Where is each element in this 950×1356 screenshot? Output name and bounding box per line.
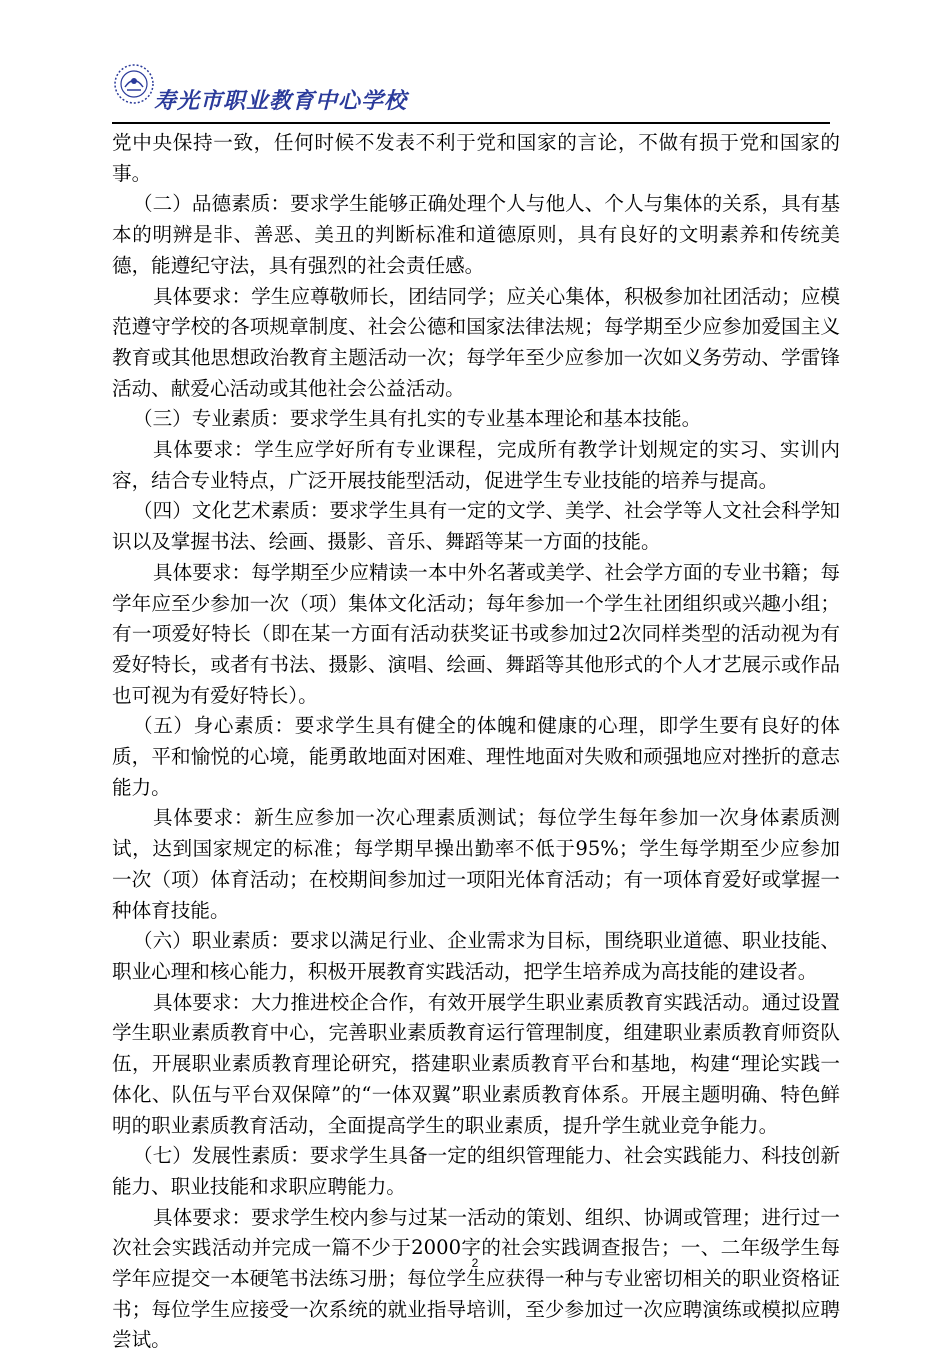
body-paragraph: 党中央保持一致，任何时候不发表不利于党和国家的言论，不做有损于党和国家的事。 — [112, 131, 840, 185]
requirement-paragraph: 具体要求：学生应学好所有专业课程，完成所有教学计划规定的实习、实训内容，结合专业特点，广泛开展技能型活动，促进学生专业技能的培养与提高。 — [112, 438, 840, 492]
document-body — [112, 128, 840, 1356]
page-number: 2 — [471, 1256, 479, 1270]
requirement-paragraph: 具体要求：新生应参加一次心理素质测试；每位学生每年参加一次身体素质测试，达到国家规定的标准；每学期早操出勤率不低于95%；学生每学期至少应参加一次（项）体育活动；在校期间参加过一项阳光体育活动；有一项体育爱好或掌握一种体育技能。 — [112, 806, 840, 922]
section-heading-paragraph: （四）文化艺术素质：要求学生具有一定的文学、美学、社会学等人文社会科学知识以及掌握书法、绘画、摄影、音乐、舞蹈等某一方面的技能。 — [112, 499, 840, 554]
section-heading-paragraph: （三）专业素质：要求学生具有扎实的专业基本理论和基本技能。 — [133, 407, 702, 431]
requirement-paragraph: 具体要求：大力推进校企合作，有效开展学生职业素质教育实践活动。通过设置学生职业素质教育中心，完善职业素质教育运行管理制度，组建职业素质教育师资队伍，开展职业素质教育理论研究，搭建职业素质教育平台和基地，构建“理论实践一体化、队伍与平台双保障”的“一体双翼”职业素质教育体系。开展主题明确、特色鲜明的职业素质教育活动，全面提高学生的职业素质，提升学生就业竞争能力。 — [112, 990, 840, 1137]
section-heading-paragraph: （五）身心素质：要求学生具有健全的体魄和健康的心理，即学生要有良好的体质，平和愉悦的心境，能勇敢地面对困难、理性地面对失败和顽强地应对挫折的意志能力。 — [112, 714, 840, 799]
section-heading-paragraph: （七）发展性素质：要求学生具备一定的组织管理能力、社会实践能力、科技创新能力、职业技能和求职应聘能力。 — [112, 1144, 840, 1198]
school-name-logo: 寿光市职业教育中心学校 — [154, 89, 408, 114]
requirement-paragraph: 具体要求：学生应尊敬师长，团结同学；应关心集体，积极参加社团活动；应模范遵守学校的各项规章制度、社会公德和国家法律法规；每学期至少应参加爱国主义教育或其他思想政治教育主题活动一次；每学年至少应参加一次如义务劳动、学雷锋活动、献爱心活动或其他社会公益活动。 — [112, 284, 840, 400]
requirement-paragraph: 具体要求：要求学生校内参与过某一活动的策划、组织、协调或管理；进行过一次社会实践活动并完成一篇不少于2000字的社会实践调查报告；一、二年级学生每学年应提交一本硬笔书法练习册；每位学生应获得一种与专业密切相关的职业资格证书；每位学生应接受一次系统的就业指导培训，至少参加过一次应聘演练或模拟应聘尝试。 — [112, 1205, 840, 1352]
section-heading-paragraph: （二）品德素质：要求学生能够正确处理个人与他人、个人与集体的关系，具有基本的明辨是非、善恶、美丑的判断标准和道德原则，具有良好的文明素养和传统美德，能遵纪守法，具有强烈的社会责任感。 — [112, 192, 840, 277]
page-header — [112, 62, 830, 122]
header-divider — [112, 122, 830, 124]
section-heading-paragraph: （六）职业素质：要求以满足行业、企业需求为目标，围绕职业道德、职业技能、职业心理和核心能力，积极开展教育实践活动，把学生培养成为高技能的建设者。 — [112, 929, 840, 983]
school-emblem-icon — [112, 62, 156, 106]
requirement-paragraph: 具体要求：每学期至少应精读一本中外名著或美学、社会学方面的专业书籍；每学年应至少参加一次（项）集体文化活动；每年参加一个学生社团组织或兴趣小组；有一项爱好特长（即在某一方面有活动获奖证书或参加过2次同样类型的活动视为有爱好特长，或者有书法、摄影、演唱、绘画、舞蹈等其他形式的个人才艺展示或作品也可视为有爱好特长）。 — [112, 560, 840, 707]
